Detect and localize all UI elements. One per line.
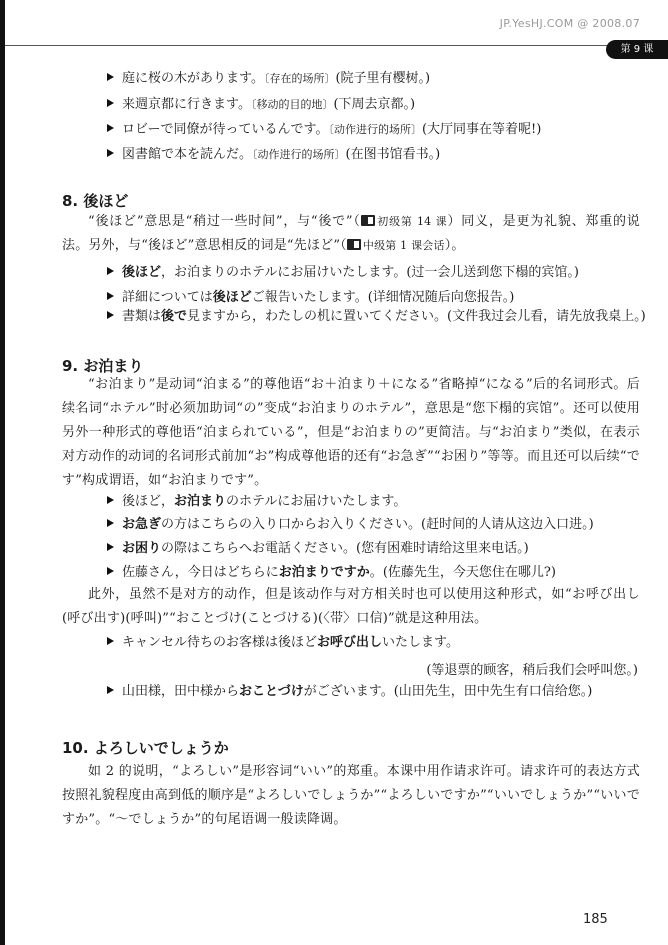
- section-9-title: 9. お泊まり: [62, 357, 144, 375]
- example-item: 山田様，田中様からおことづけがございます。(山田先生，田中先生有口信给您。): [107, 683, 592, 701]
- watermark: JP.YesHJ.COM @ 2008.07: [499, 17, 640, 30]
- example-item: 後ほど，お泊まりのホテルにお届けいたします。(过一会儿送到您下榻的宾馆。): [107, 264, 579, 282]
- bullet-icon: [107, 149, 114, 157]
- bullet-icon: [107, 73, 114, 81]
- bullet-icon: [107, 292, 114, 300]
- section-10-paragraph: 如 2 的说明，“よろしい”是形容词“いい”的郑重。本课中用作请求许可。请求许可的表达方式按照礼貌程度由高到低的顺序是“よろしいでしょうか”“よろしいですか”“いいでしょうか”“いいですか”。“～でしょうか”的句尾语调一般读降调。: [62, 764, 640, 827]
- bullet-icon: [107, 567, 114, 575]
- section-9-paragraph: “お泊まり”是动词“泊まる”的尊他语“お＋泊まり＋になる”省略掉“になる”后的名词形式。后续名词“ホテル”时必须加助词“の”变成“お泊まりのホテル”，意思是“您下榻的宾馆”。还可以使用另外一种形式的尊他语“泊まられている”，但是“お泊まりの”更简洁。与“お泊まり”类似，在表示对方动作的动词的名词形式前加“お”构成尊他语的还有“お急ぎ”“お困り”等等。而且还可以后续“です”构成谓语，如“お泊まりです”。: [62, 377, 640, 488]
- bullet-icon: [107, 124, 114, 132]
- bullet-icon: [107, 496, 114, 504]
- example-item: キャンセル待ちのお客様は後ほどお呼び出しいたします。: [107, 634, 459, 652]
- example-item: お急ぎの方はこちらの入り口からお入りください。(赶时间的人请从这边入口进。): [107, 516, 594, 534]
- section-8-title: 8. 後ほど: [62, 192, 129, 210]
- bullet-icon: [107, 519, 114, 527]
- example-item: 書類は後で見ますから，わたしの机に置いてください。(文件我过会儿看，请先放我桌上。): [107, 308, 646, 326]
- bullet-icon: [107, 267, 114, 275]
- bullet-icon: [107, 99, 114, 107]
- example-item: ロビーで同僚が待っているんです。〔动作进行的场所〕(大厅同事在等着呢!): [107, 121, 541, 139]
- section-10-title: 10. よろしいでしょうか: [62, 739, 229, 757]
- header-rule: [5, 45, 615, 46]
- bullet-icon: [107, 637, 114, 645]
- page-number: 185: [583, 912, 608, 927]
- page-binding-edge: [0, 0, 5, 945]
- book-icon: [347, 239, 361, 250]
- example-item: 図書館で本を読んだ。〔动作进行的场所〕(在图书馆看书。): [107, 146, 440, 164]
- lesson-tab: 第 9 课: [606, 40, 668, 59]
- bullet-icon: [107, 543, 114, 551]
- section-8-paragraph: “後ほど”意思是“稍过一些时间”，与“後で”（ 初级第 14 课）同义，是更为礼貌、郑重的说法。另外，与“後ほど”意思相反的词是“先ほど”（ 中级第 1 课会话）。: [62, 214, 640, 253]
- example-item: 来週京都に行きます。〔移动的目的地〕(下周去京都。): [107, 96, 415, 114]
- example-item: 後ほど，お泊まりのホテルにお届けいたします。: [107, 493, 406, 511]
- example-item: 佐藤さん，今日はどちらにお泊まりですか。(佐藤先生，今天您住在哪儿?): [107, 564, 556, 582]
- example-item: 庭に桜の木があります。〔存在的场所〕(院子里有樱树。): [107, 70, 430, 88]
- book-icon: [361, 215, 375, 226]
- example-item: 詳細については後ほどご報告いたします。(详细情况随后向您报告。): [107, 289, 514, 307]
- example-item: お困りの際はこちらへお電話ください。(您有困难时请给这里来电话。): [107, 540, 529, 558]
- example-translation: (等退票的顾客，稍后我们会呼叫您。): [426, 663, 638, 678]
- section-9-paragraph-2: 此外，虽然不是对方的动作，但是该动作与对方相关时也可以使用这种形式，如“お呼び出し(呼び出す)(呼叫)”“おことづけ(ことづける)(〈带〉口信)”就是这种用法。: [62, 587, 640, 626]
- bullet-icon: [107, 686, 114, 694]
- bullet-icon: [107, 311, 114, 319]
